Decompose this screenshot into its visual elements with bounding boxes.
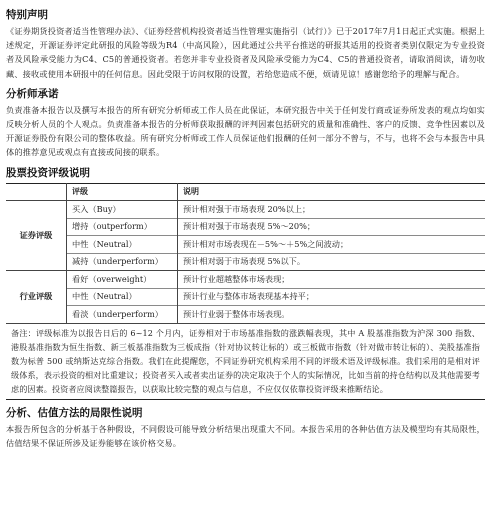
desc-cell: 预计相对市场表现在－5%～＋5%之间波动； (178, 236, 486, 254)
desc-cell: 预计行业与整体市场表现基本持平； (178, 288, 486, 306)
grade-cell: 中性（Neutral） (67, 288, 178, 306)
rating-table (6, 183, 485, 400)
special-statement-title: 特别声明 (6, 9, 48, 21)
header-category (6, 183, 67, 201)
desc-cell: 预计相对强于市场表现 5%～20%； (178, 218, 486, 236)
grade-cell: 买入（Buy） (67, 201, 178, 219)
grade-cell: 增持（outperform） (67, 218, 178, 236)
valuation-limitations-title: 分析、估值方法的局限性说明 (6, 406, 143, 419)
desc-cell: 预计行业超越整体市场表现； (178, 271, 486, 289)
rating-table-title: 股票投资评级说明 (6, 166, 90, 179)
table-row (6, 288, 485, 306)
table-row (6, 236, 485, 254)
table-row (6, 306, 485, 324)
rating-note: 备注：评级标准为以报告日后的 6~12 个月内，证券相对于市场基准指数的涨跌幅表现，其中 A 股基准指数为沪深 300 指数、港股基准指数为恒生指数、新三板基准指数为三板成指（针对协议转让标的）或三板做市指数（针对做市转让标的）、美股基准指数为标普 500 或纳斯达克综合指数。我们在此提醒您，不同证券研究机构采用不同的评级术语及评级标准。我们采用的是相对评级体系，表示投资的相对比重建议；投资者买入或者卖出证券的决定取决于个人的实际情况，比如当前的持仓结构以及其他需要考虑的因素。投资者应阅读整篇报告，以获取比较完整的观点与信息，不应仅仅依靠投资评级来推断结论。 (6, 323, 485, 399)
analyst-commitment-body: 负责准备本报告以及撰写本报告的所有研究分析师或工作人员在此保证，本研究报告中关于任何发行商或证券所发表的观点均如实反映分析人员的个人观点。负责准备本报告的分析师获取报酬的评判因素包括研究的质量和准确性、客户的反馈、竞争性因素以及开源证券股份有限公司的整体收益。所有研究分析师或工作人员保证他们报酬的任何一部分不曾与，不与，也将不会与本报告中具体的推荐意见或观点有直接或间接的联系。 (6, 104, 485, 158)
desc-cell: 预计行业弱于整体市场表现。 (178, 306, 486, 324)
analyst-commitment-title: 分析师承诺 (6, 87, 59, 100)
grade-cell: 看好（overweight） (67, 271, 178, 289)
table-row (6, 201, 485, 219)
grade-cell: 看淡（underperform） (67, 306, 178, 324)
table-row (6, 218, 485, 236)
desc-cell: 预计相对强于市场表现 20%以上； (183, 203, 311, 214)
table-note-row (6, 323, 485, 399)
rating-table-header (6, 183, 485, 201)
special-statement-body: 《证券期货投资者适当性管理办法》、《证券经营机构投资者适当性管理实施指引（试行）》已于2017年7月1日起正式实施。根据上述规定，开源证券评定此研报的风险等级为R4（中高风险），因此通过公共平台推送的研报其适用的投资者类别仅限定为专业投资者及风险承受能力为C4、C5的普通投资者。若您并非专业投资者及风险承受能力为C4、C5的普通投资者，请取消阅读，请勿收藏、接收或使用本研报中的任何信息。因此受限于访问权限的设置，若给您造成不便，烦请见谅！感谢您给予的理解与配合。 (6, 26, 485, 79)
grade-cell: 减持（underperform） (67, 253, 178, 271)
header-desc: 说明 (178, 183, 486, 201)
category-industry: 行业评级 (6, 271, 67, 324)
grade-cell: 中性（Neutral） (67, 236, 178, 254)
category-securities: 证券评级 (6, 201, 67, 271)
desc-cell: 预计相对弱于市场表现 5%以下。 (178, 253, 486, 271)
table-row (6, 271, 485, 289)
table-row (6, 253, 485, 271)
valuation-limitations-body: 本报告所包含的分析基于各种假设，不同假设可能导致分析结果出现重大不同。本报告采用的各种估值方法及模型均有其局限性，估值结果不保证所涉及证券能够在该价格交易。 (6, 423, 485, 448)
header-grade: 评级 (67, 183, 178, 201)
